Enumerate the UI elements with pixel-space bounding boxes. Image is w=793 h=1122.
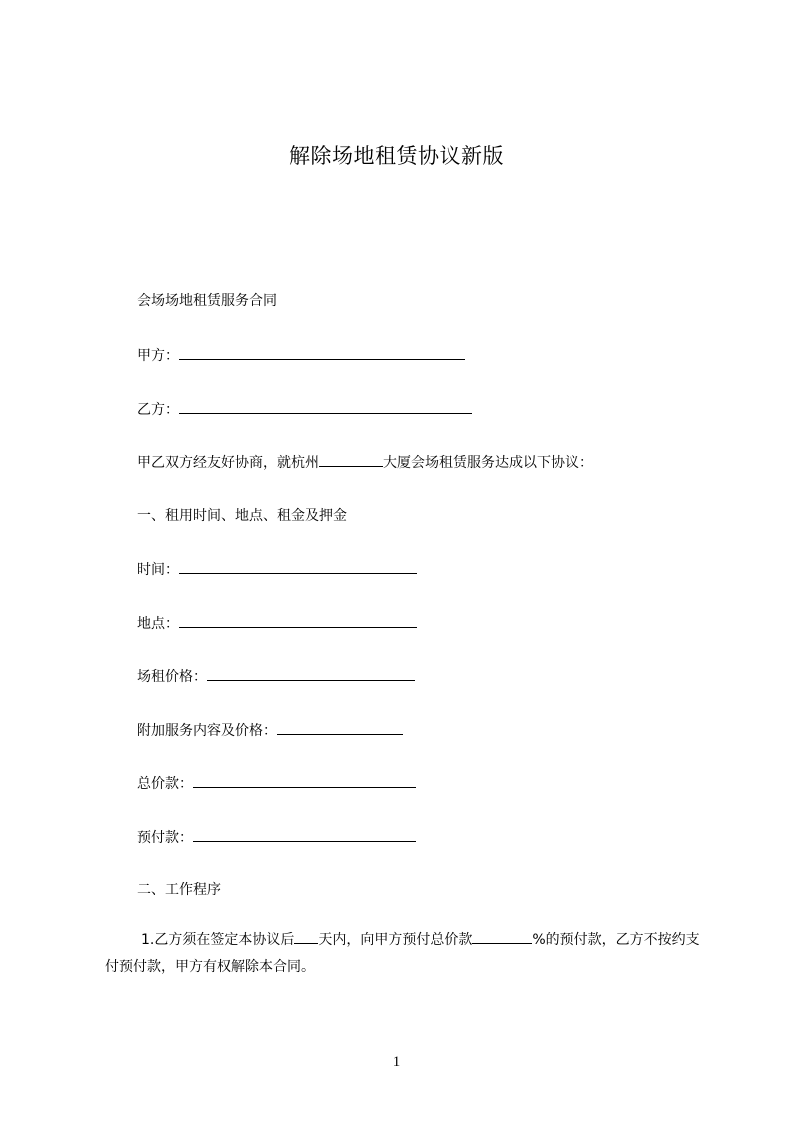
clause-1-part-2: 天内，向甲方预付总价款 bbox=[318, 932, 473, 948]
prepay-label: 预付款： bbox=[137, 830, 193, 846]
page-number: 1 bbox=[392, 1054, 401, 1070]
party-a-line bbox=[137, 345, 465, 366]
building-blank bbox=[319, 452, 383, 467]
percent-blank bbox=[472, 929, 532, 944]
extra-service-line bbox=[137, 720, 403, 741]
time-label: 时间： bbox=[137, 562, 179, 578]
clause-1-part-1: 1.乙方须在签定本协议后 bbox=[141, 932, 295, 948]
total-label: 总价款： bbox=[137, 776, 193, 792]
party-a-blank bbox=[179, 345, 465, 360]
section-2-heading: 二、工作程序 bbox=[137, 882, 221, 898]
rent-label: 场租价格： bbox=[137, 669, 207, 685]
time-line bbox=[137, 559, 417, 580]
extra-service-label: 附加服务内容及价格： bbox=[137, 723, 277, 739]
party-b-label: 乙方： bbox=[137, 402, 179, 418]
party-b-line bbox=[137, 399, 472, 420]
contract-heading: 会场场地租赁服务合同 bbox=[137, 293, 277, 309]
extra-service-blank bbox=[277, 720, 403, 735]
intro-suffix: 大厦会场租赁服务达成以下协议： bbox=[383, 455, 593, 471]
rent-blank bbox=[207, 666, 415, 681]
clause-1-part-3: %的预付款，乙方不按约支付预付款，甲方有权解除本合同。 bbox=[105, 932, 700, 975]
clause-1 bbox=[105, 927, 705, 981]
party-a-label: 甲方： bbox=[137, 348, 179, 364]
intro-prefix: 甲乙双方经友好协商，就杭州 bbox=[137, 455, 319, 471]
prepay-line bbox=[137, 827, 416, 848]
total-line bbox=[137, 773, 416, 794]
prepay-blank bbox=[193, 827, 416, 842]
days-blank bbox=[294, 929, 318, 944]
party-b-blank bbox=[179, 399, 472, 414]
intro-line bbox=[137, 452, 593, 473]
rent-line bbox=[137, 666, 415, 687]
total-blank bbox=[193, 773, 416, 788]
place-line bbox=[137, 613, 417, 634]
place-blank bbox=[179, 613, 417, 628]
document-title: 解除场地租赁协议新版 bbox=[289, 144, 504, 168]
section-1-heading: 一、租用时间、地点、租金及押金 bbox=[137, 508, 347, 524]
time-blank bbox=[179, 559, 417, 574]
place-label: 地点： bbox=[137, 616, 179, 632]
